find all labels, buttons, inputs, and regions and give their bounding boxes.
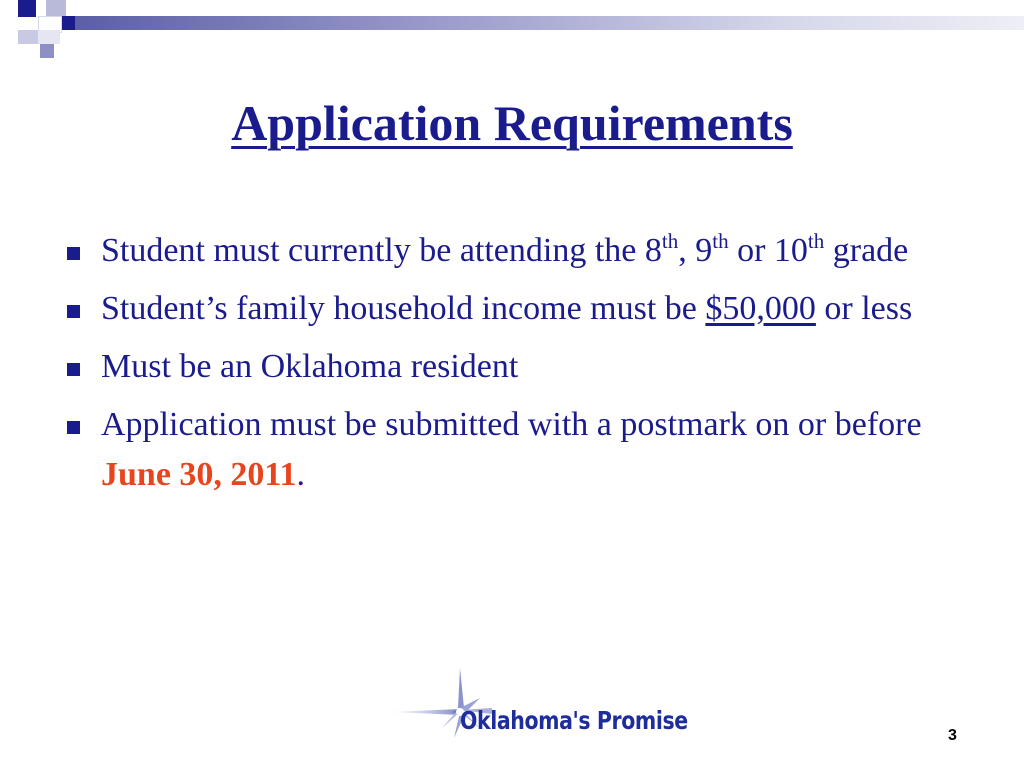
deco-square [18,30,38,44]
bullet-square-icon [67,363,80,376]
bullet-square-icon [67,421,80,434]
header-gradient-bar [75,16,1024,30]
header-decoration [0,0,1024,70]
deco-square [18,0,36,17]
page-number: 3 [948,727,957,744]
list-item: Student must currently be attending the 8th, 9th or 10th grade [60,226,980,276]
bullet-square-icon [67,247,80,260]
deco-square [38,30,60,44]
requirements-list [60,226,980,508]
deco-square [40,44,54,58]
list-item: Application must be submitted with a postmark on or before June 30, 2011. [60,400,980,500]
income-limit: $50,000 [705,290,816,327]
slide-title: Application Requirements [231,95,793,151]
list-item: Student’s family household income must be $50,000 or less [60,284,980,334]
deco-square [62,16,75,30]
bullet-square-icon [67,305,80,318]
deadline-date: June 30, 2011 [101,456,297,493]
logo-wordmark: Oklahoma's Promise [460,706,688,735]
list-item: Must be an Oklahoma resident [60,342,980,392]
deco-square [46,0,66,17]
